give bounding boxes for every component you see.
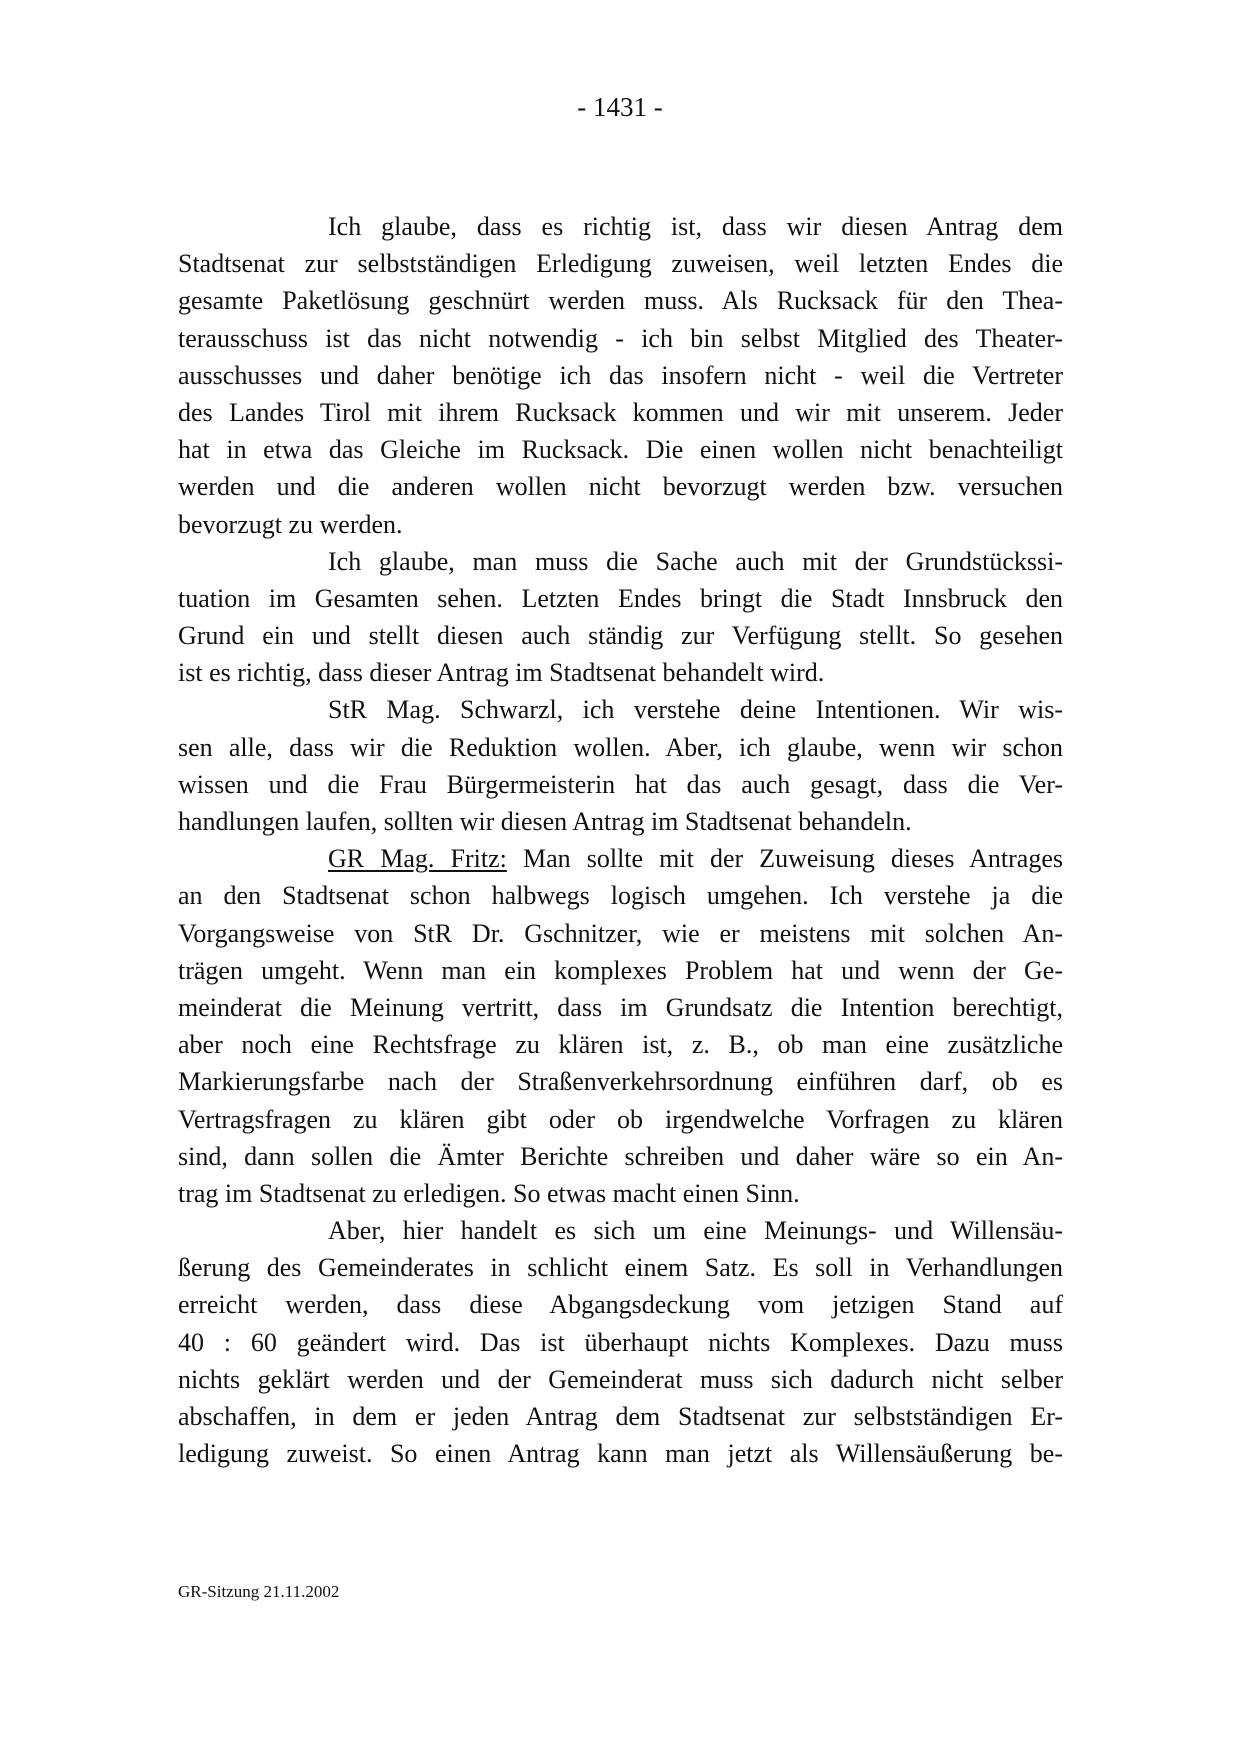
text-line: Ich glaube, dass es richtig ist, dass wir diesen Antrag dem — [328, 212, 1063, 241]
text-line: abschaffen, in dem er jeden Antrag dem Stadtsenat zur selbstständigen Er- — [178, 1402, 1063, 1431]
text-line: Ich glaube, man muss die Sache auch mit der Grundstückssi- — [328, 546, 1063, 576]
text-line: StR Mag. Schwarzl, ich verstehe deine Intentionen. Wir wis- — [328, 695, 1063, 725]
text-line: an den Stadtsenat schon halbwegs logisch umgehen. Ich verstehe ja die — [178, 881, 1063, 911]
text-line: ausschusses und daher benötige ich das insofern nicht - weil die Vertreter — [178, 360, 1063, 390]
text-line: des Landes Tirol mit ihrem Rucksack kommen und wir mit unserem. Jeder — [178, 397, 1063, 427]
text-line: aber noch eine Rechtsfrage zu klären ist, z. B., ob man eine zusätzliche — [178, 1030, 1063, 1060]
text-line — [178, 840, 1063, 877]
text-line: ßerung des Gemeinderates in schlicht einem Satz. Es soll in Verhandlungen — [178, 1253, 1063, 1283]
text-line: Stadtsenat zur selbstständigen Erledigung zuweisen, weil letzten Endes die — [178, 249, 1063, 279]
paragraph-2 — [178, 543, 1063, 692]
page-footer: GR-Sitzung 21.11.2002 — [178, 1582, 340, 1601]
text-line: sen alle, dass wir die Reduktion wollen. Aber, ich glaube, wenn wir schon — [178, 732, 1063, 762]
page-number: - 1431 - — [577, 92, 663, 122]
text-line: ledigung zuweist. So einen Antrag kann man jetzt als Willensäußerung be- — [178, 1439, 1063, 1469]
document-body — [178, 208, 1063, 1472]
text-line: tuation im Gesamten sehen. Letzten Endes bringt die Stadt Innsbruck den — [178, 583, 1063, 613]
text-line: ist es richtig, dass dieser Antrag im Stadtsenat behandelt wird. — [178, 658, 825, 688]
text-line: handlungen laufen, sollten wir diesen Antrag im Stadtsenat behandeln. — [178, 807, 912, 836]
text-line: 40 : 60 geändert wird. Das ist überhaupt nichts Komplexes. Dazu muss — [178, 1327, 1063, 1357]
text-line: Aber, hier handelt es sich um eine Meinungs- und Willensäu- — [328, 1216, 1063, 1246]
text-line: terausschuss ist das nicht notwendig - ich bin selbst Mitglied des Theater- — [178, 323, 1063, 353]
text-line: Grund ein und stellt diesen auch ständig zur Verfügung stellt. So gesehen — [178, 621, 1063, 651]
text-line: trägen umgeht. Wenn man ein komplexes Problem hat und wenn der Ge- — [178, 955, 1063, 985]
text-line: sind, dann sollen die Ämter Berichte schreiben und daher wäre so ein An- — [178, 1141, 1063, 1171]
text-line: bevorzugt zu werden. — [178, 509, 403, 539]
text-line: hat in etwa das Gleiche im Rucksack. Die einen wollen nicht benachteiligt — [178, 435, 1063, 465]
speaker-text: Man sollte mit der Zuweisung dieses Antrages — [506, 844, 1064, 874]
text-line: trag im Stadtsenat zu erledigen. So etwas macht einen Sinn. — [178, 1178, 800, 1208]
text-line: werden und die anderen wollen nicht bevorzugt werden bzw. versuchen — [178, 472, 1063, 502]
speaker-name: GR Mag. Fritz: — [328, 844, 507, 874]
text-line: Vertragsfragen zu klären gibt oder ob irgendwelche Vorfragen zu klären — [178, 1104, 1063, 1134]
text-line: gesamte Paketlösung geschnürt werden muss. Als Rucksack für den Thea- — [178, 286, 1063, 316]
paragraph-4 — [178, 840, 1063, 1212]
text-line: nichts geklärt werden und der Gemeinderat muss sich dadurch nicht selber — [178, 1364, 1063, 1394]
text-line: wissen und die Frau Bürgermeisterin hat das auch gesagt, dass die Ver- — [178, 769, 1063, 799]
paragraph-1 — [178, 208, 1063, 543]
text-line: Vorgangsweise von StR Dr. Gschnitzer, wie er meistens mit solchen An- — [178, 918, 1063, 948]
text-line: meinderat die Meinung vertritt, dass im Grundsatz die Intention berechtigt, — [178, 992, 1063, 1022]
text-line: erreicht werden, dass diese Abgangsdeckung vom jetzigen Stand auf — [178, 1290, 1063, 1320]
paragraph-5 — [178, 1212, 1063, 1472]
paragraph-3 — [178, 691, 1063, 840]
text-line: Markierungsfarbe nach der Straßenverkehrsordnung einführen darf, ob es — [178, 1067, 1063, 1097]
